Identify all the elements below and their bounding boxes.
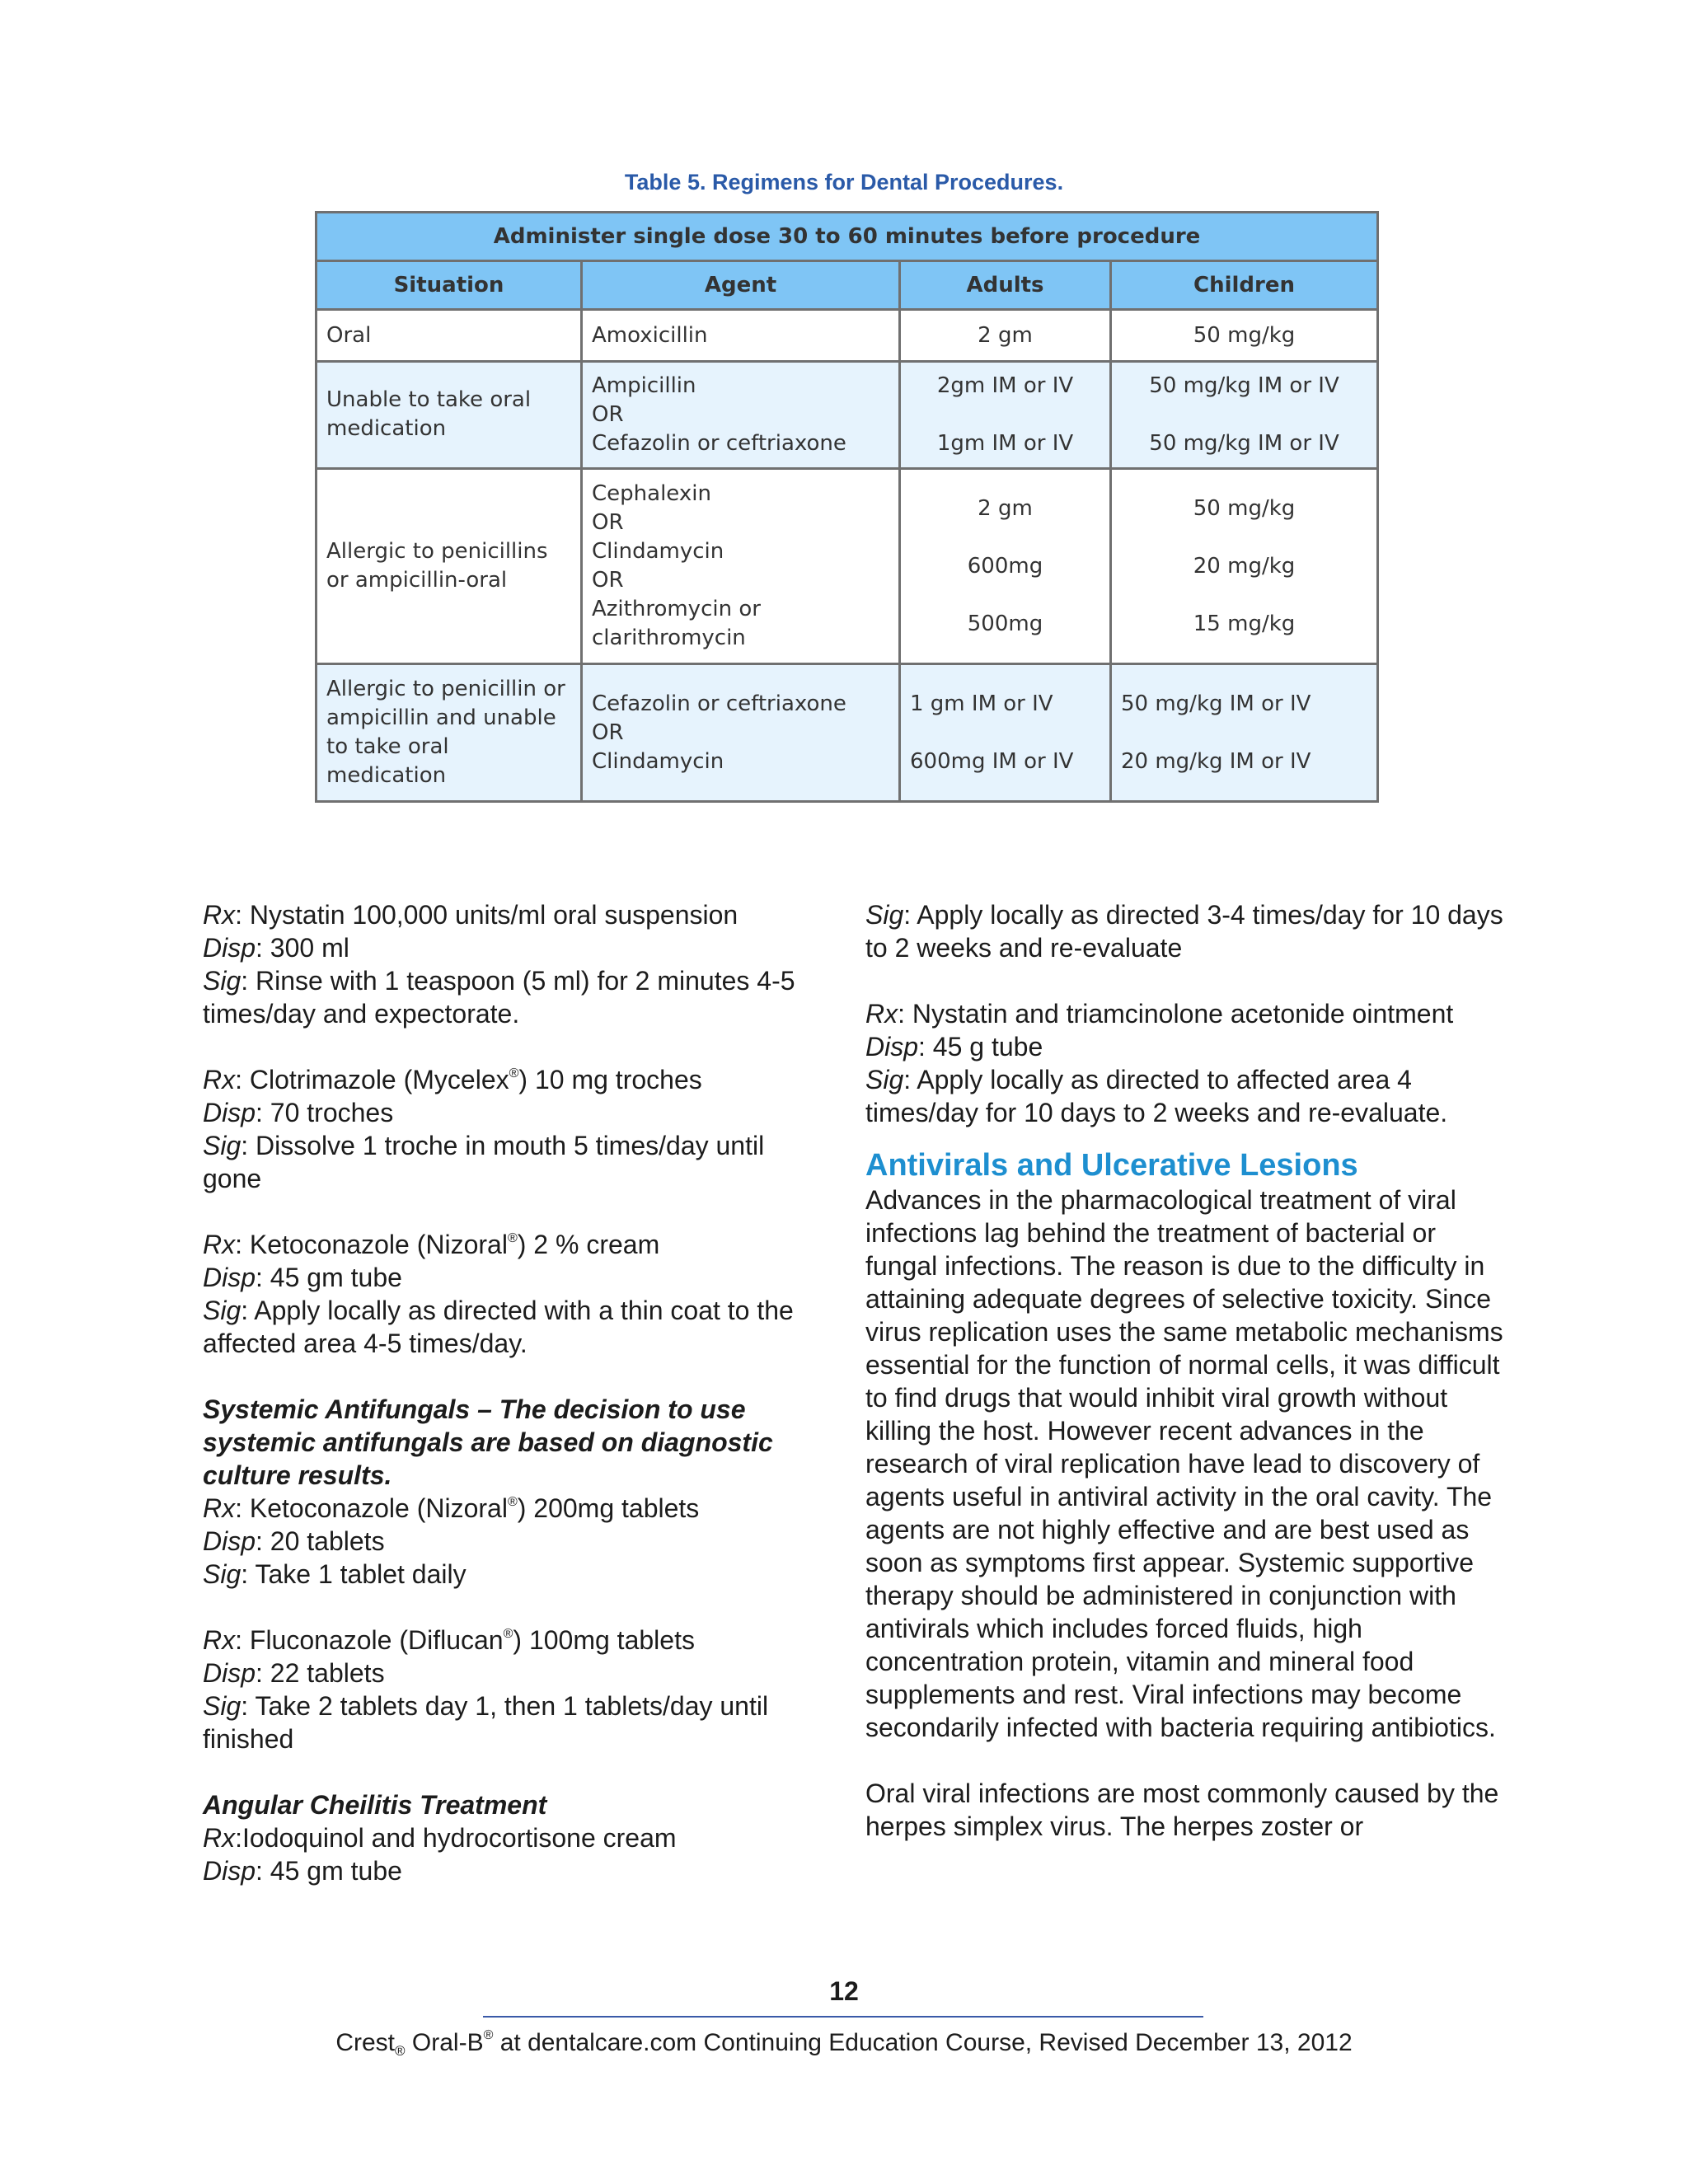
agent-line: Cefazolin or ceftriaxone bbox=[592, 691, 846, 716]
rx-label: Rx bbox=[203, 1625, 236, 1655]
rx-text: : Nystatin 100,000 units/ml oral suspension bbox=[235, 900, 738, 930]
disp-text: : 300 ml bbox=[256, 933, 349, 963]
rx-block-iodoquinol-sig bbox=[865, 898, 1508, 964]
situation-cell: Unable to take oral medication bbox=[316, 361, 582, 469]
sig-text: : Take 2 tablets day 1, then 1 tablets/day until finished bbox=[203, 1691, 769, 1754]
rx-text: ) 200mg tablets bbox=[517, 1493, 700, 1523]
sig-label: Sig bbox=[865, 1065, 904, 1094]
registered-mark: ® bbox=[509, 1066, 519, 1080]
agent-cell: Amoxicillin bbox=[582, 310, 900, 361]
column-header-situation: Situation bbox=[316, 261, 582, 310]
sig-text: : Rinse with 1 teaspoon (5 ml) for 2 minutes 4-5 times/day and expectorate. bbox=[203, 966, 795, 1029]
left-column bbox=[203, 898, 829, 1920]
children-cell bbox=[1111, 469, 1378, 664]
disp-text: : 45 gm tube bbox=[256, 1263, 402, 1292]
footer-credit bbox=[0, 2029, 1688, 2060]
adults-line: 1gm IM or IV bbox=[936, 430, 1074, 456]
registered-mark: ® bbox=[507, 1495, 518, 1509]
sig-label: Sig bbox=[203, 1559, 241, 1589]
disp-label: Disp bbox=[203, 1526, 256, 1556]
sig-text: : Apply locally as directed to affected area 4 times/day for 10 days to 2 weeks and re-evaluate. bbox=[865, 1065, 1448, 1127]
disp-label: Disp bbox=[203, 1263, 256, 1292]
adults-cell bbox=[900, 664, 1111, 802]
regimen-table bbox=[315, 211, 1379, 803]
antivirals-heading: Antivirals and Ulcerative Lesions bbox=[865, 1148, 1358, 1183]
viral-infections-text: Oral viral infections are most commonly caused by the herpes simplex virus. The herpes zoster or bbox=[865, 1779, 1499, 1841]
rx-text: : Fluconazole (Diflucan bbox=[235, 1625, 504, 1655]
rx-text: ) 10 mg troches bbox=[518, 1065, 702, 1094]
sig-text: : Dissolve 1 troche in mouth 5 times/day until gone bbox=[203, 1131, 765, 1193]
agent-cell bbox=[582, 664, 900, 802]
rx-block-nystatin bbox=[203, 898, 829, 1030]
rx-text: : Nystatin and triamcinolone acetonide ointment bbox=[898, 999, 1454, 1029]
rx-label: Rx bbox=[203, 900, 236, 930]
children-line: 50 mg/kg IM or IV bbox=[1149, 430, 1339, 456]
table-row bbox=[316, 310, 1378, 361]
children-cell bbox=[1111, 361, 1378, 469]
table-banner: Administer single dose 30 to 60 minutes before procedure bbox=[316, 213, 1378, 261]
children-line: 20 mg/kg IM or IV bbox=[1121, 748, 1311, 774]
angular-cheilitis-heading: Angular Cheilitis Treatment bbox=[203, 1790, 547, 1820]
adults-line: 1 gm IM or IV bbox=[910, 691, 1053, 716]
table-row bbox=[316, 469, 1378, 664]
children-line: 50 mg/kg IM or IV bbox=[1149, 373, 1339, 398]
sig-label: Sig bbox=[865, 900, 904, 930]
registered-mark: ® bbox=[503, 1627, 513, 1641]
adults-line: 500mg bbox=[967, 611, 1043, 636]
agent-line: OR bbox=[592, 401, 624, 427]
antivirals-text: Advances in the pharmacological treatment of viral infections lag behind the treatment of bacterial or fungal infections. The reason is due to the difficulty in attaining adequate degrees of selective toxicity. Since virus replication uses the same metabolic mechanisms essential for the function of normal cells, it was difficult to find drugs that would inhibit viral growth without killing the host. However recent advances in the research of viral replication have lead to discovery of agents useful in antiviral activity in the oral cavity. The agents are not highly effective and are best used as soon as symptoms first appear. Systemic supportive therapy should be administered in conjunction with antivirals which includes forced fluids, high concentration protein, vitamin and mineral food supplements and rest. Viral infections may become secondarily infected with bacteria requiring antibiotics. bbox=[865, 1185, 1503, 1742]
rx-label: Rx bbox=[203, 1065, 236, 1094]
registered-mark: ® bbox=[395, 2043, 406, 2059]
adults-cell bbox=[900, 361, 1111, 469]
children-cell: 50 mg/kg bbox=[1111, 310, 1378, 361]
agent-cell bbox=[582, 361, 900, 469]
rx-text: ) 100mg tablets bbox=[513, 1625, 695, 1655]
rx-block-nystatin-triamcinolone bbox=[865, 997, 1508, 1129]
disp-text: : 45 gm tube bbox=[256, 1856, 402, 1886]
disp-text: : 22 tablets bbox=[256, 1658, 385, 1688]
column-header-children: Children bbox=[1111, 261, 1378, 310]
rx-block-fluconazole bbox=[203, 1624, 829, 1755]
adults-cell: 2 gm bbox=[900, 310, 1111, 361]
disp-label: Disp bbox=[865, 1032, 919, 1062]
adults-line: 2gm IM or IV bbox=[936, 373, 1074, 398]
rx-text: : Clotrimazole (Mycelex bbox=[235, 1065, 509, 1094]
table-caption: Table 5. Regimens for Dental Procedures. bbox=[624, 170, 1064, 194]
rx-text: ) 2 % cream bbox=[517, 1230, 660, 1259]
disp-label: Disp bbox=[203, 1098, 256, 1127]
sig-text: : Apply locally as directed with a thin coat to the affected area 4-5 times/day. bbox=[203, 1296, 794, 1358]
table-row bbox=[316, 664, 1378, 802]
agent-line: OR bbox=[592, 719, 624, 745]
disp-text: : 45 g tube bbox=[918, 1032, 1043, 1062]
rx-block-ketoconazole-cream bbox=[203, 1228, 829, 1360]
agent-line: Clindamycin bbox=[592, 748, 724, 774]
column-header-agent: Agent bbox=[582, 261, 900, 310]
adults-line: 600mg bbox=[967, 553, 1043, 579]
children-line: 50 mg/kg IM or IV bbox=[1121, 691, 1311, 716]
agent-line: Cephalexin bbox=[592, 481, 711, 507]
agent-line: Clindamycin bbox=[592, 539, 724, 565]
disp-label: Disp bbox=[203, 1658, 256, 1688]
systemic-antifungals-heading: Systemic Antifungals – The decision to use systemic antifungals are based on diagnostic culture results. bbox=[203, 1394, 773, 1490]
footer-text: at dentalcare.com Continuing Education Course, Revised December 13, 2012 bbox=[493, 2029, 1353, 2056]
page-number: 12 bbox=[829, 1976, 859, 2006]
children-line: 15 mg/kg bbox=[1193, 611, 1296, 636]
footer-divider bbox=[483, 2016, 1203, 2018]
sig-text: : Apply locally as directed 3-4 times/day for 10 days to 2 weeks and re-evaluate bbox=[865, 900, 1503, 963]
viral-infections-paragraph bbox=[865, 1777, 1508, 1843]
disp-text: : 70 troches bbox=[256, 1098, 394, 1127]
footer-crest: Crest bbox=[335, 2029, 396, 2056]
rx-block-systemic bbox=[203, 1393, 829, 1591]
table-row bbox=[316, 361, 1378, 469]
children-line: 50 mg/kg bbox=[1193, 495, 1296, 521]
rx-block-angular-cheilitis bbox=[203, 1788, 829, 1887]
adults-line: 2 gm bbox=[978, 495, 1033, 521]
situation-cell: Allergic to penicillins or ampicillin-oral bbox=[316, 469, 582, 664]
children-line: 20 mg/kg bbox=[1193, 553, 1296, 579]
agent-line: Cefazolin or ceftriaxone bbox=[592, 430, 846, 456]
adults-cell bbox=[900, 469, 1111, 664]
agent-line: OR bbox=[592, 510, 624, 536]
rx-label: Rx bbox=[203, 1823, 236, 1853]
disp-text: : 20 tablets bbox=[256, 1526, 385, 1556]
situation-cell: Oral bbox=[316, 310, 582, 361]
rx-label: Rx bbox=[203, 1230, 236, 1259]
sig-text: : Take 1 tablet daily bbox=[241, 1559, 467, 1589]
children-cell bbox=[1111, 664, 1378, 802]
agent-line: Azithromycin or clarithromycin bbox=[592, 597, 761, 651]
agent-line: OR bbox=[592, 568, 624, 593]
adults-line: 600mg IM or IV bbox=[910, 748, 1074, 774]
registered-mark: ® bbox=[483, 2028, 494, 2042]
agent-cell bbox=[582, 469, 900, 664]
right-column bbox=[865, 898, 1508, 1876]
sig-label: Sig bbox=[203, 1691, 241, 1721]
sig-label: Sig bbox=[203, 966, 241, 996]
rx-text: :Iodoquinol and hydrocortisone cream bbox=[235, 1823, 677, 1853]
rx-text: : Ketoconazole (Nizoral bbox=[235, 1493, 508, 1523]
rx-label: Rx bbox=[203, 1493, 236, 1523]
situation-cell: Allergic to penicillin or ampicillin and unable to take oral medication bbox=[316, 664, 582, 802]
column-header-adults: Adults bbox=[900, 261, 1111, 310]
footer-oralb: Oral-B bbox=[405, 2029, 484, 2056]
rx-label: Rx bbox=[865, 999, 898, 1029]
antivirals-paragraph bbox=[865, 1183, 1508, 1744]
sig-label: Sig bbox=[203, 1131, 241, 1160]
rx-block-clotrimazole bbox=[203, 1063, 829, 1195]
sig-label: Sig bbox=[203, 1296, 241, 1325]
disp-label: Disp bbox=[203, 1856, 256, 1886]
registered-mark: ® bbox=[507, 1231, 518, 1245]
disp-label: Disp bbox=[203, 933, 256, 963]
rx-text: : Ketoconazole (Nizoral bbox=[235, 1230, 508, 1259]
agent-line: Ampicillin bbox=[592, 373, 696, 398]
